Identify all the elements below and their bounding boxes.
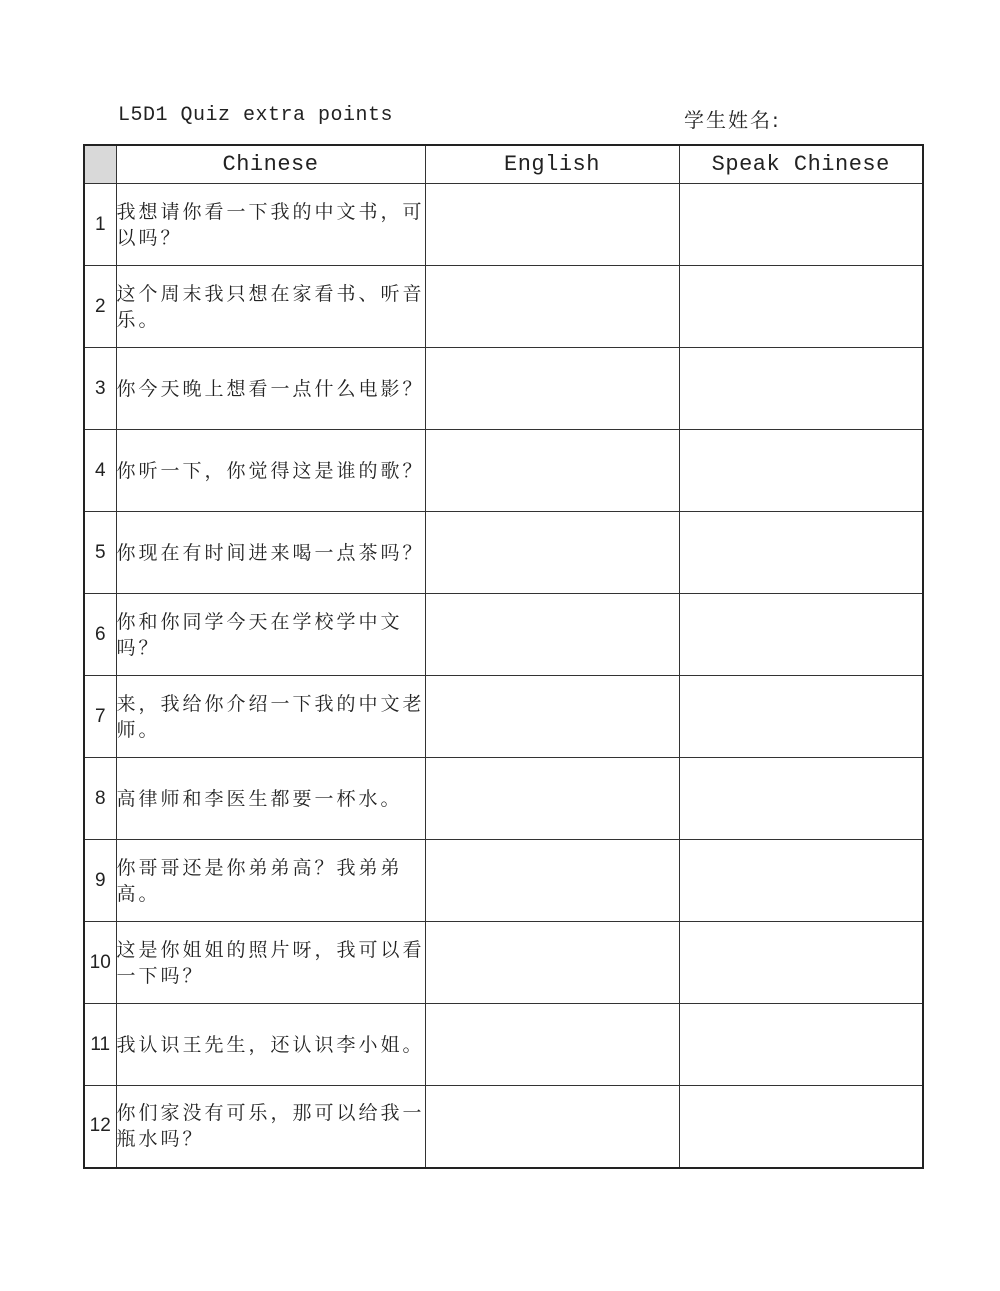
speak-chinese-cell[interactable] [679,840,923,922]
speak-chinese-cell[interactable] [679,1086,923,1168]
english-answer-cell[interactable] [425,430,679,512]
speak-chinese-cell[interactable] [679,266,923,348]
chinese-sentence: 你哥哥还是你弟弟高？我弟弟高。 [116,840,425,922]
header-english: English [425,145,679,184]
english-answer-cell[interactable] [425,840,679,922]
table-row [84,1086,923,1168]
table-row [84,512,923,594]
row-number: 2 [84,266,116,348]
english-answer-cell[interactable] [425,676,679,758]
row-number: 11 [84,1004,116,1086]
row-number: 9 [84,840,116,922]
speak-chinese-cell[interactable] [679,348,923,430]
english-answer-cell[interactable] [425,594,679,676]
english-answer-cell[interactable] [425,512,679,594]
table-row [84,1004,923,1086]
chinese-sentence: 你现在有时间进来喝一点茶吗？ [116,512,425,594]
table-row [84,594,923,676]
table-row [84,348,923,430]
speak-chinese-cell[interactable] [679,758,923,840]
table-header-row [84,145,923,184]
chinese-sentence: 这个周末我只想在家看书、听音乐。 [116,266,425,348]
quiz-table [83,144,924,1169]
table-row [84,184,923,266]
english-answer-cell[interactable] [425,348,679,430]
chinese-sentence: 我想请你看一下我的中文书，可以吗？ [116,184,425,266]
speak-chinese-cell[interactable] [679,594,923,676]
english-answer-cell[interactable] [425,1086,679,1168]
table-row [84,266,923,348]
header-speak-chinese: Speak Chinese [679,145,923,184]
row-number: 4 [84,430,116,512]
row-number: 12 [84,1086,116,1168]
english-answer-cell[interactable] [425,922,679,1004]
speak-chinese-cell[interactable] [679,430,923,512]
table-row [84,430,923,512]
english-answer-cell[interactable] [425,1004,679,1086]
speak-chinese-cell[interactable] [679,1004,923,1086]
english-answer-cell[interactable] [425,758,679,840]
row-number: 7 [84,676,116,758]
table-row [84,676,923,758]
header-number [84,145,116,184]
chinese-sentence: 你听一下，你觉得这是谁的歌？ [116,430,425,512]
header-chinese: Chinese [116,145,425,184]
speak-chinese-cell[interactable] [679,922,923,1004]
table-row [84,922,923,1004]
chinese-sentence: 这是你姐姐的照片呀，我可以看一下吗？ [116,922,425,1004]
row-number: 8 [84,758,116,840]
row-number: 1 [84,184,116,266]
chinese-sentence: 来，我给你介绍一下我的中文老师。 [116,676,425,758]
chinese-sentence: 你今天晚上想看一点什么电影？ [116,348,425,430]
english-answer-cell[interactable] [425,184,679,266]
row-number: 6 [84,594,116,676]
chinese-sentence: 我认识王先生，还认识李小姐。 [116,1004,425,1086]
row-number: 10 [84,922,116,1004]
speak-chinese-cell[interactable] [679,676,923,758]
student-name-label: 学生姓名: [684,108,781,132]
table-row [84,758,923,840]
speak-chinese-cell[interactable] [679,512,923,594]
chinese-sentence: 高律师和李医生都要一杯水。 [116,758,425,840]
chinese-sentence: 你和你同学今天在学校学中文吗？ [116,594,425,676]
chinese-sentence: 你们家没有可乐，那可以给我一瓶水吗？ [116,1086,425,1168]
quiz-title: L5D1 Quiz extra points [118,104,394,127]
row-number: 3 [84,348,116,430]
table-row [84,840,923,922]
row-number: 5 [84,512,116,594]
speak-chinese-cell[interactable] [679,184,923,266]
english-answer-cell[interactable] [425,266,679,348]
